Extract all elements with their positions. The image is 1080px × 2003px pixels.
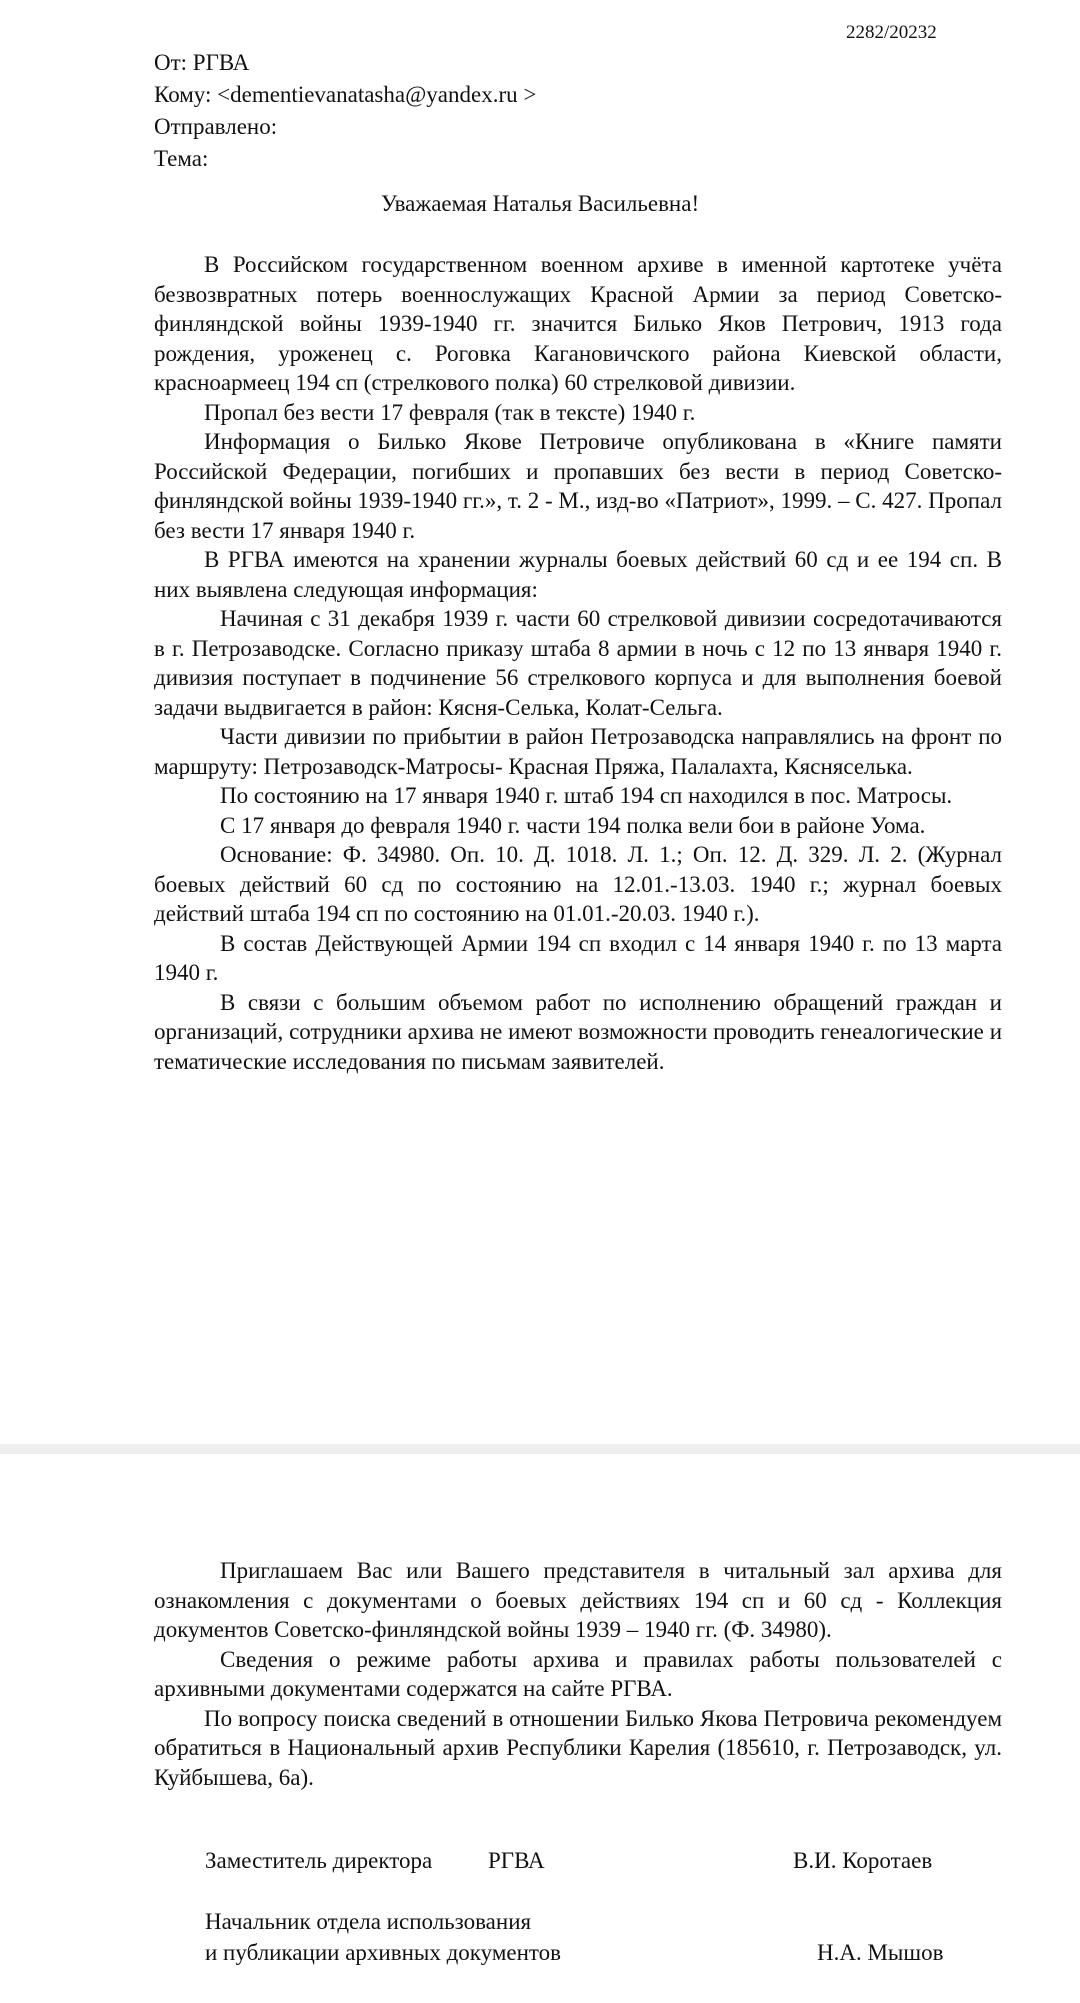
paragraph: Сведения о режиме работы архива и правилах работы пользователей с архивными документами содержатся на сайте РГВА. [154,1646,1002,1701]
head-title-line1: Начальник отдела использования [205,1909,532,1934]
reference-number: 2282/20232 [846,22,937,43]
paragraph: По вопросу поиска сведений в отношении Билько Якова Петровича рекомендуем обратиться в Национальный архив Республики Карелия (185610, г. Петрозаводск, ул. Куйбышева, 6а). [154,1705,1002,1790]
paragraph: Основание: Ф. 34980. Оп. 10. Д. 1018. Л. 1.; Оп. 12. Д. 329. Л. 2. (Журнал боевых действий 60 сд по состоянию на 12.01.-13.03. 1940 г.; журнал боевых действий штаба 194 сп по состоянию на 01.01.-20.03. 1940 г.). [154,842,1002,926]
paragraph: Начиная с 31 декабря 1939 г. части 60 стрелковой дивизии сосредотачиваются в г. Петрозаводске. Согласно приказу штаба 8 армии в ночь с 12 по 13 января 1940 г. дивизия поступает в подчинение 56 стрелкового корпуса и для выполнения боевой задачи выдвигается в район: Кясня-Селька, Колат-Сельга. [154,606,1002,720]
page-divider [0,1444,1080,1454]
paragraph: В Российском государственном военном архиве в именной картотеке учёта безвозвратных потерь военнослужащих Красной Армии за период Советско-финляндской войны 1939-1940 гг. значится Билько Яков Петрович, 1913 года рождения, уроженец с. Роговка Кагановичского района Киевской области, красноармеец 194 сп (стрелкового полка) 60 стрелковой дивизии. [154,252,1002,395]
greeting: Уважаемая Наталья Васильевна! [380,191,700,216]
from-line: От: РГВА [154,50,250,75]
paragraph: По состоянию на 17 января 1940 г. штаб 194 сп находился в пос. Матросы. [220,783,953,808]
paragraph: В состав Действующей Армии 194 сп входил с 14 января 1940 г. по 13 марта 1940 г. [154,930,1002,985]
head-name: Н.А. Мышов [817,1940,944,1965]
paragraph: С 17 января до февраля 1940 г. части 194 полка вели бои в районе Уома. [220,812,926,838]
deputy-name: В.И. Коротаев [793,1848,933,1873]
email-header [154,47,536,175]
to-line: Кому: <dementievanatasha@yandex.ru > [154,82,537,107]
letter-body [154,250,1002,1076]
paragraph: Пропал без вести 17 февраля (так в тексте) 1940 г. [204,399,696,425]
sent-line: Отправлено: [154,114,278,139]
deputy-title: Заместитель директора [205,1848,433,1873]
letter-body-page2 [154,1556,1002,1792]
paragraph: Приглашаем Вас или Вашего представителя в читальный зал архива для ознакомления с документами о боевых действиях 194 сп и 60 сд - Коллекция документов Советско-финляндской войны 1939 – 1940 гг. (Ф. 34980). [154,1558,1002,1642]
paragraph: В РГВА имеются на хранении журналы боевых действий 60 сд и ее 194 сп. В них выявлена следующая информация: [154,547,1002,602]
head-title-line2: и публикации архивных документов [205,1940,562,1965]
paragraph: Части дивизии по прибытии в район Петрозаводска направлялись на фронт по маршруту: Петрозаводск-Матросы- Красная Пряжа, Палалахта, Кясняселька. [154,724,1002,779]
paragraph: В связи с большим объемом работ по исполнению обращений граждан и организаций, сотрудники архива не имеют возможности проводить генеалогические и тематические исследования по письмам заявителей. [154,989,1002,1074]
deputy-org: РГВА [488,1848,545,1873]
subject-line: Тема: [154,146,209,171]
paragraph: Информация о Билько Якове Петровиче опубликована в «Книге памяти Российской Федерации, погибших и пропавших без вести в период Советско-финляндской войны 1939-1940 гг.», т. 2 - М., изд-во «Патриот», 1999. – С. 427. Пропал без вести 17 января 1940 г. [154,429,1002,543]
